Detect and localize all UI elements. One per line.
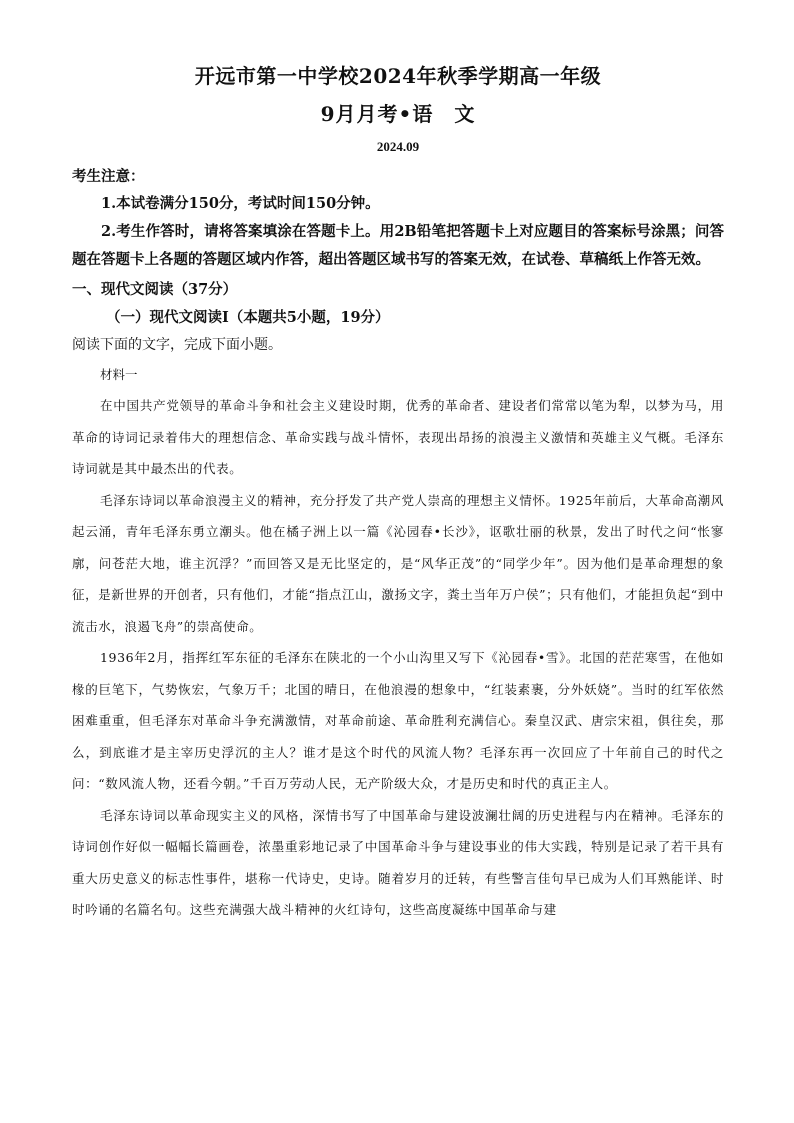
exam-date: 2024.09: [376, 139, 420, 154]
material-paragraph-2: 毛泽东诗词以革命浪漫主义的精神，充分抒发了共产党人崇高的理想主义情怀。1925年前后，大革命高潮风起云涌，青年毛泽东勇立潮头。他在橘子洲上以一篇《沁园春•长沙》，讴歌壮丽的秋景，发出了时代之问“怅寥廓，问苍茫大地，谁主沉浮？”而回答又是无比坚定的，是“风华正茂”的“同学少年”。因为他们是革命理想的象征，是新世界的开创者，只有他们，才能“指点江山，激扬文字，粪土当年万户侯”；只有他们，才能担负起“到中流击水，浪遏飞舟”的崇高使命。: [72, 492, 724, 634]
exam-subtitle: 9月月考•语 文: [320, 102, 476, 126]
material-title: 材料一: [100, 367, 138, 382]
section-title: 一、现代文阅读（37分）: [72, 281, 238, 298]
subsection-title: （一）现代文阅读Ⅰ（本题共5小题，19分）: [106, 309, 390, 326]
exam-title: 开远市第一中学校2024年秋季学期高一年级: [194, 64, 602, 88]
material-paragraph-3: 1936年2月，指挥红军东征的毛泽东在陕北的一个小山沟里又写下《沁园春•雪》。北国的茫茫寒雪，在他如椽的巨笔下，气势恢宏，气象万千；北国的晴日，在他浪漫的想象中，“红装素裹，分外妖娆”。当时的红军依然困难重重，但毛泽东对革命斗争充满激情，对革命前途、革命胜利充满信心。秦皇汉武、唐宗宋祖，俱往矣，那么，到底谁才是主宰历史浮沉的主人？谁才是这个时代的风流人物？毛泽东再一次回应了十年前自己的时代之问：“数风流人物，还看今朝。”千百万劳动人民，无产阶级大众，才是历史和时代的真正主人。: [72, 650, 724, 791]
reading-instruction: 阅读下面的文字，完成下面小题。: [72, 337, 282, 353]
notice-item-1: 1.本试卷满分150分，考试时间150分钟。: [101, 195, 380, 212]
material-paragraph-4: 毛泽东诗词以革命现实主义的风格，深情书写了中国革命与建设波澜壮阔的历史进程与内在精神。毛泽东的诗词创作好似一幅幅长篇画卷，浓墨重彩地记录了中国革命斗争与建设事业的伟大实践，特别是记录了若干具有重大历史意义的标志性事件，堪称一代诗史，史诗。随着岁月的迁转，有些警言佳句早已成为人们耳熟能详、时时吟诵的名篇名句。这些充满强大战斗精神的火红诗句，这些高度凝练中国革命与建: [72, 807, 724, 917]
notice-heading: 考生注意：: [72, 168, 145, 185]
notice-item-2: 2.考生作答时，请将答案填涂在答题卡上。用2B铅笔把答题卡上对应题目的答案标号涂黑；问答题在答题卡上各题的答题区域内作答，超出答题区域书写的答案无效，在试卷、草稿纸上作答无效。: [72, 223, 724, 268]
exam-page: [72, 62, 724, 926]
material-paragraph-1: 在中国共产党领导的革命斗争和社会主义建设时期，优秀的革命者、建设者们常常以笔为犁，以梦为马，用革命的诗词记录着伟大的理想信念、革命实践与战斗情怀，表现出昂扬的浪漫主义激情和英雄主义气概。毛泽东诗词就是其中最杰出的代表。: [72, 398, 724, 476]
